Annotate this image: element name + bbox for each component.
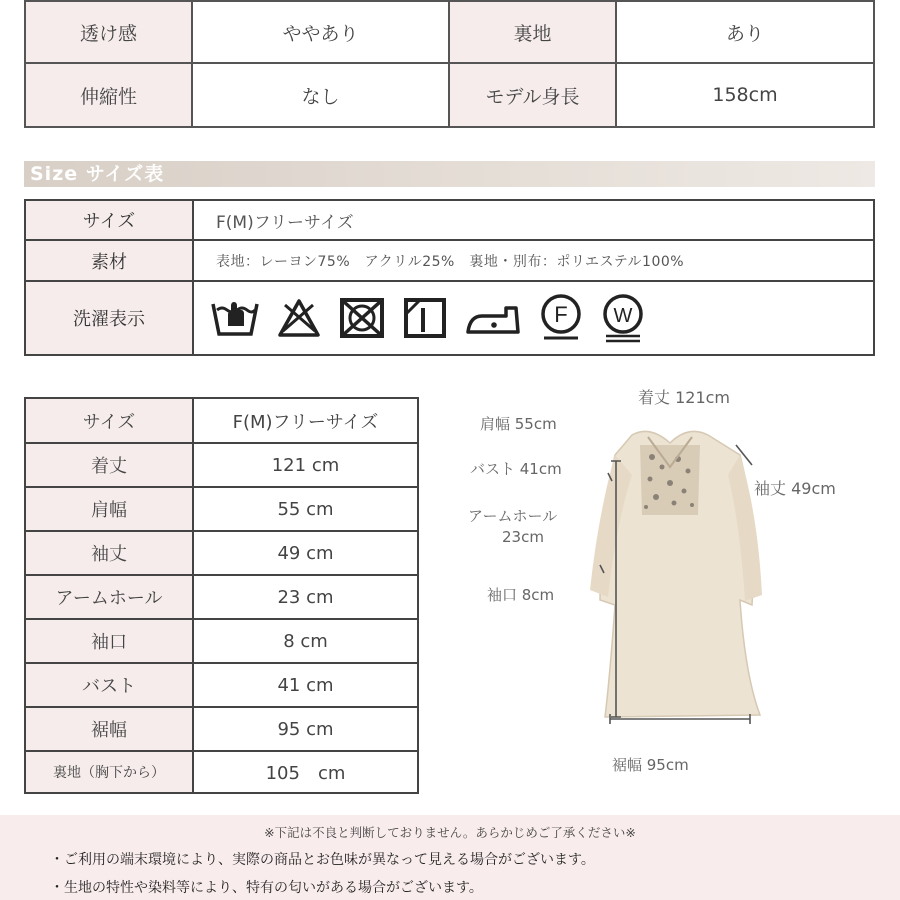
measurement-row <box>25 443 418 487</box>
w-wet-clean-icon <box>600 293 646 343</box>
care-label: 洗濯表示 <box>25 281 193 355</box>
measurement-value: 105 cm <box>193 751 418 793</box>
measurement-value: 49 cm <box>193 531 418 575</box>
spec-label: 裏地 <box>449 1 616 63</box>
measurement-row <box>25 707 418 751</box>
care-icons-cell <box>193 281 874 355</box>
spec-table <box>24 0 875 128</box>
measurement-value: 8 cm <box>193 619 418 663</box>
measurement-value: 55 cm <box>193 487 418 531</box>
w-letter: W <box>613 305 633 327</box>
f-dry-clean-icon <box>538 293 584 343</box>
hand-wash-icon <box>210 296 260 340</box>
measurement-row <box>25 575 418 619</box>
low-iron-icon <box>464 296 522 340</box>
measurement-value: 41 cm <box>193 663 418 707</box>
measurement-value: 95 cm <box>193 707 418 751</box>
measurement-header-row <box>25 398 418 443</box>
measurement-label: バスト <box>25 663 193 707</box>
spec-value: なし <box>192 63 449 127</box>
measurement-value: 121 cm <box>193 443 418 487</box>
measurement-label: 肩幅 <box>25 487 193 531</box>
size-section-banner: Size サイズ表 <box>24 161 875 187</box>
measurement-header-value: F(M)フリーサイズ <box>193 398 418 443</box>
measurement-row <box>25 751 418 793</box>
sleeve-label: 袖丈 49cm <box>754 479 836 498</box>
spec-value: 158cm <box>616 63 874 127</box>
shoulder-label: 肩幅 55cm <box>480 415 557 433</box>
size-value: F(M)フリーサイズ <box>193 200 874 240</box>
measurement-label: 袖口 <box>25 619 193 663</box>
spec-value: あり <box>616 1 874 63</box>
armhole-value: 23cm <box>502 528 544 546</box>
info-row <box>25 200 874 240</box>
cuff-label: 袖口 8cm <box>487 586 555 604</box>
measurement-header-label: サイズ <box>25 398 193 443</box>
size-label: サイズ <box>25 200 193 240</box>
bust-label: バスト 41cm <box>470 460 562 478</box>
product-info-table <box>24 199 875 356</box>
spec-value: ややあり <box>192 1 449 63</box>
measurement-row <box>25 531 418 575</box>
notes-section <box>0 815 900 900</box>
spec-row <box>25 63 874 127</box>
note-item: ・ご利用の端末環境により、実際の商品とお色味が異なって見える場合がございます。 <box>50 852 595 868</box>
note-item: ・生地の特性や染料等により、特有の匂いがある場合がございます。 <box>50 880 483 896</box>
no-bleach-icon <box>276 297 322 339</box>
line-dry-shade-icon <box>402 296 448 340</box>
measurement-row <box>25 663 418 707</box>
info-row <box>25 240 874 281</box>
material-value: 表地：レーヨン75% アクリル25% 裏地・別布：ポリエステル100% <box>193 240 874 281</box>
measurement-table <box>24 397 419 794</box>
measurement-label: 袖丈 <box>25 531 193 575</box>
measurement-row <box>25 619 418 663</box>
no-tumble-dry-icon <box>338 296 386 340</box>
info-row <box>25 281 874 355</box>
hem-label: 裾幅 95cm <box>612 756 689 774</box>
care-icons <box>194 293 873 343</box>
spec-label: 透け感 <box>25 1 192 63</box>
spec-row <box>25 1 874 63</box>
f-letter: F <box>554 302 568 327</box>
spec-label: 伸縮性 <box>25 63 192 127</box>
measurement-row <box>25 487 418 531</box>
notes-heading: ※下記は不良と判断しておりません。あらかじめご了承ください※ <box>264 825 636 840</box>
garment-diagram <box>440 375 880 795</box>
armhole-label: アームホール <box>468 507 558 525</box>
measurement-label: アームホール <box>25 575 193 619</box>
measurement-label: 裏地（胸下から） <box>25 751 193 793</box>
measurement-value: 23 cm <box>193 575 418 619</box>
spec-label: モデル身長 <box>449 63 616 127</box>
material-label: 素材 <box>25 240 193 281</box>
measurement-label: 着丈 <box>25 443 193 487</box>
length-label: 着丈 121cm <box>638 388 731 407</box>
measurement-label: 裾幅 <box>25 707 193 751</box>
